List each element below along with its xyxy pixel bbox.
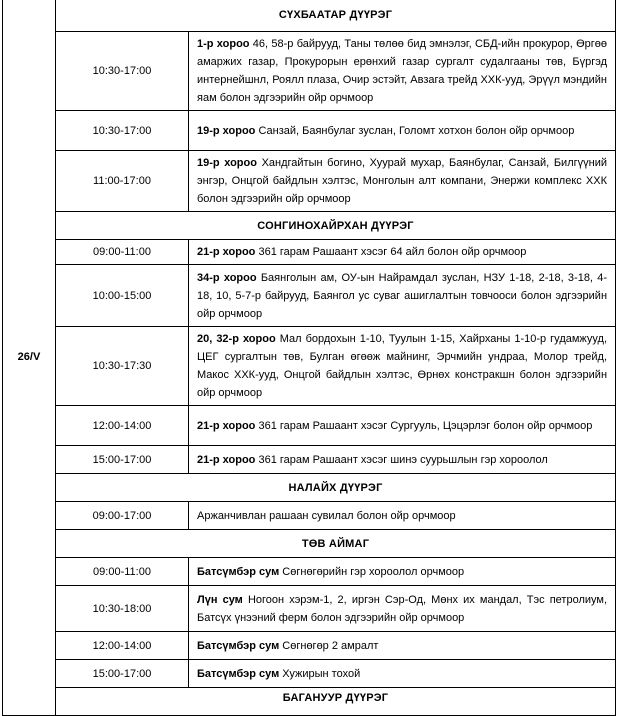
- location-cell: [189, 558, 616, 586]
- location-lead: 34-р хороо: [197, 271, 257, 284]
- district-header: СОНГИНОХАЙРХАН ДҮҮРЭГ: [56, 212, 616, 240]
- location-lead: 21-р хороо: [197, 419, 256, 432]
- location-cell: [189, 632, 616, 660]
- location-cell: [189, 660, 616, 688]
- location-lead: 19-р хороо: [197, 124, 256, 137]
- time-cell: 09:00-11:00: [56, 558, 189, 586]
- location-lead: Лүн сум: [197, 593, 243, 606]
- time-cell: 12:00-14:00: [56, 406, 189, 446]
- location-cell: [189, 327, 616, 406]
- location-lead: 1-р хороо: [197, 38, 250, 50]
- location-text: Сөгнөгөр 2 амралт: [279, 639, 379, 652]
- district-header: СҮХБААТАР ДҮҮРЭГ: [56, 0, 616, 32]
- location-text: Аржанчивлан рашаан сувилал болон ойр орчмоор: [197, 509, 456, 522]
- location-text: Ногоон хэрэм-1, 2, иргэн Сэр-Од, Мөнх их мандал, Тэс петролиум, Батсүх үнээний ферм болон эдгээрийн ойр орчмоор: [197, 593, 608, 624]
- outage-schedule-table: [2, 0, 616, 716]
- location-lead: 21-р хороо: [197, 453, 256, 466]
- location-lead: 20, 32-р хороо: [197, 333, 276, 345]
- location-text: 361 гарам Рашаант хэсэг Сургууль, Цэцэрлэг болон ойр орчмоор: [255, 419, 593, 432]
- location-cell: [189, 240, 616, 265]
- time-cell: 09:00-17:00: [56, 502, 189, 530]
- location-text: 361 гарам Рашаант хэсэг 64 айл болон ойр орчмоор: [255, 246, 527, 258]
- date-cell: 26/V: [3, 0, 56, 716]
- time-cell: 12:00-14:00: [56, 632, 189, 660]
- district-header: НАЛАЙХ ДҮҮРЭГ: [56, 474, 616, 502]
- location-lead: 19-р хороо: [197, 157, 257, 169]
- location-lead: Батсүмбэр сум: [197, 667, 280, 680]
- location-text: Баянголын ам, ОУ-ын Найрамдал зуслан, НЗУ 1-18, 2-18, 3-18, 4-18, 10, 5-7-р байрууд, Баянгол ус суваг ашиглалтын товчооси болон эдгээрийн ойр орчмоор: [197, 271, 608, 320]
- location-text: Санзай, Баянбулаг зуслан, Голомт хотхон болон ойр орчмоор: [255, 124, 575, 137]
- location-cell: [189, 446, 616, 474]
- time-cell: 10:30-17:00: [56, 32, 189, 111]
- location-cell: [189, 586, 616, 632]
- time-cell: 11:00-17:00: [56, 151, 189, 212]
- location-lead: Батсүмбэр сум: [197, 639, 280, 652]
- district-header: БАГАНУУР ДҮҮРЭГ: [56, 688, 616, 716]
- location-lead: Батсүмбэр сум: [197, 565, 280, 578]
- location-text: 46, 58-р байрууд, Таны төлөө бид эмнэлэг, СБД-ийн прокурор, Өргөө амаржих газар, Прокурорын ерөнхий газар сургалт судалгааны төв, Бүргэд интернейшнл, Роялл плаза, Очир эстэйт, Авзага трейд ХХК-ууд, Эрүүл мэндийн яам болон эдгээрийн ойр орчмоор: [197, 38, 608, 104]
- time-cell: 15:00-17:00: [56, 446, 189, 474]
- location-cell: [189, 502, 616, 530]
- time-cell: 09:00-11:00: [56, 240, 189, 265]
- location-cell: [189, 151, 616, 212]
- location-text: Сөгнөгөрийн гэр хороолол орчмоор: [279, 565, 465, 578]
- time-cell: 10:30-18:00: [56, 586, 189, 632]
- location-cell: [189, 111, 616, 151]
- district-header: ТӨВ АЙМАГ: [56, 530, 616, 558]
- location-text: Мал бордохын 1-10, Туулын 1-15, Хайрханы 1-10-р гудамжууд, ЦЕГ сургалтын төв, Булган өгөөж майнинг, Эрчмийн ундраа, Молор трейд, Макос ХХК-ууд, Онцгой байдлын хэлтэс, Өрнөх констракшн болон эдгээрийн ойр орчмоор: [197, 333, 608, 399]
- time-cell: 10:30-17:00: [56, 111, 189, 151]
- location-text: Хужирын тохой: [279, 667, 361, 680]
- time-cell: 10:30-17:30: [56, 327, 189, 406]
- location-lead: 21-р хороо: [197, 246, 256, 258]
- time-cell: 10:00-15:00: [56, 265, 189, 327]
- location-text: 361 гарам Рашаант хэсэг шинэ суурьшлын гэр хороолол: [255, 453, 548, 466]
- location-cell: [189, 406, 616, 446]
- location-text: Хандгайтын богино, Хуурай мухар, Баянбулаг, Санзай, Билгүүний энгэр, Онцгой байдлын хэлтэс, Монголын алт компани, Энержи комплекс ХХК болон эдгээрийн ойр орчмоор: [197, 157, 608, 205]
- location-cell: [189, 32, 616, 111]
- location-cell: [189, 265, 616, 327]
- time-cell: 15:00-17:00: [56, 660, 189, 688]
